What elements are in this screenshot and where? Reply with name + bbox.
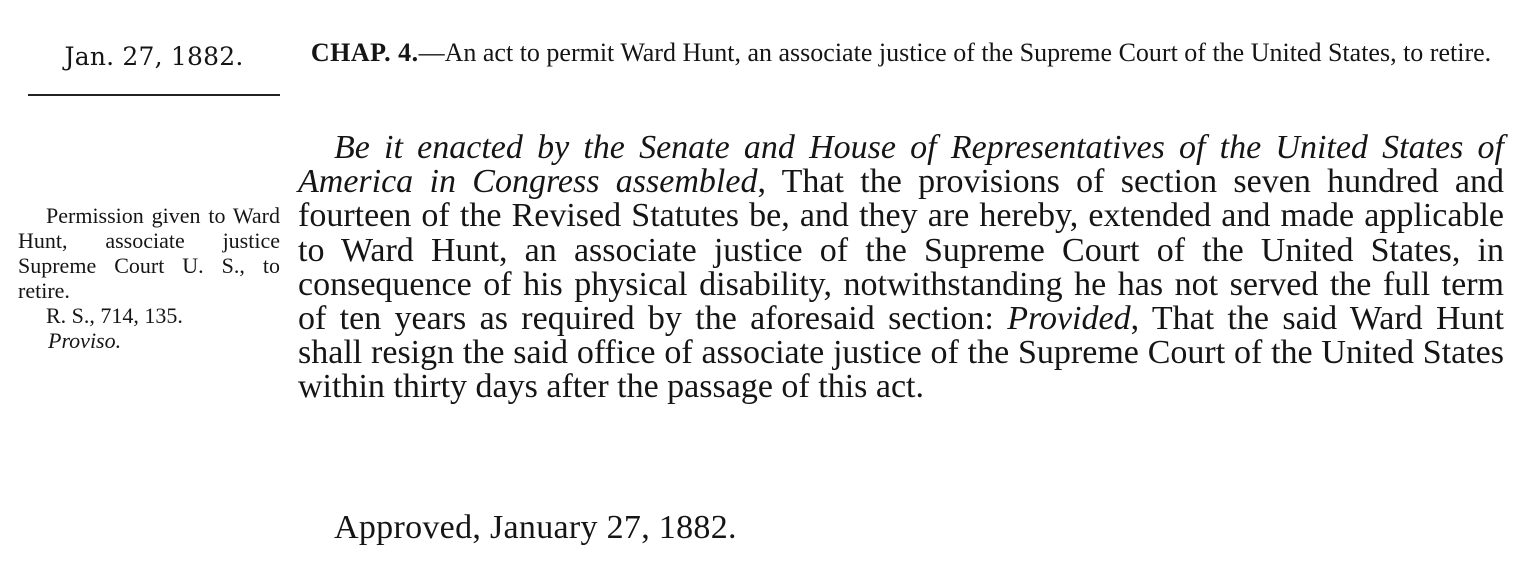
margin-notes [18,203,280,353]
proviso-word: Provided [1007,300,1131,338]
act-body [298,131,1504,405]
chapter-title: An act to permit Ward Hunt, an associate justice of the Supreme Court of the United States, to retire. [444,38,1492,67]
enacting-clause: Be it enacted by the Senate and House of Representatives of the United States of America in Congress assembled [298,129,1504,201]
margin-divider [28,94,280,96]
approval-line: Approved, January 27, 1882. [334,509,737,546]
chapter-number: CHAP. 4. [310,38,419,67]
margin-note-permission: Permission given to Ward Hunt, associate justice Supreme Court U. S., to retire. [18,203,280,303]
margin-note-proviso: Proviso. [48,328,122,353]
margin-date: Jan. 27, 1882. [64,42,244,71]
chapter-heading [298,38,1504,68]
margin-note-reference: R. S., 714, 135. [46,303,183,328]
chapter-dash: — [418,38,445,67]
act-text-part-2: , That the said Ward Hunt shall resign the said office of associate justice of the Supreme Court of the United States within thirty days after the passage of this act. [298,300,1504,406]
act-paragraph [298,131,1504,405]
act-text-part-1: , That the provisions of section seven hundred and fourteen of the Revised Statutes be, and they are hereby, extended and made applicable to Ward Hunt, an associate justice of the Supreme Court of the United States, in consequence of his physical disability, notwithstanding he has not served the full term of ten years as required by the aforesaid section: [298,163,1504,338]
